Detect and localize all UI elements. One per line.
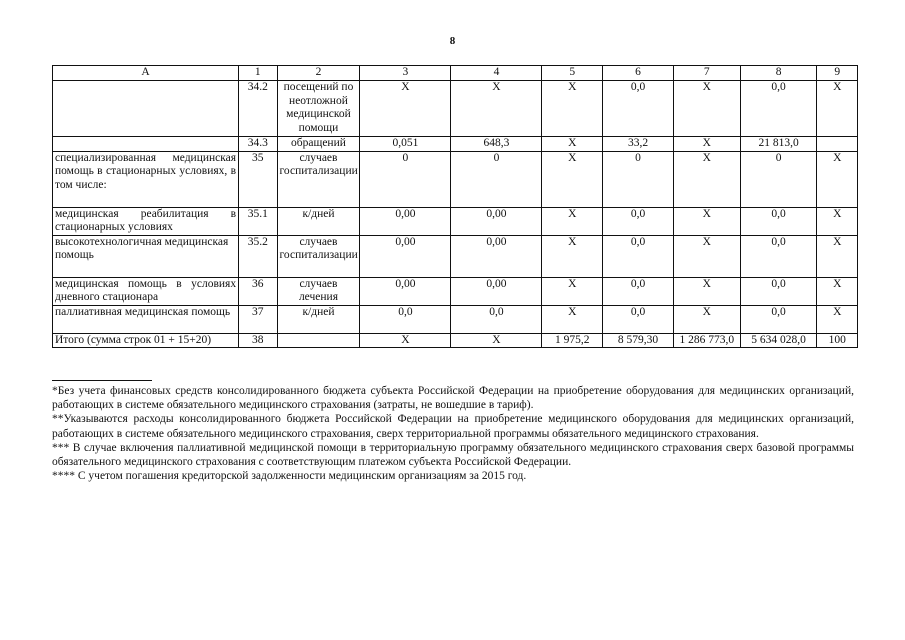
cell-c4: X bbox=[451, 333, 542, 348]
cell-c9: X bbox=[817, 81, 858, 137]
cell-c5: X bbox=[542, 277, 603, 305]
row-code: 35.1 bbox=[239, 207, 277, 235]
footnote-4: **** С учетом погашения кредиторской задолженности медицинским организациям за 2015 год. bbox=[52, 470, 527, 483]
cell-c9: X bbox=[817, 277, 858, 305]
cell-c8: 21 813,0 bbox=[740, 137, 817, 152]
cell-c8: 0,0 bbox=[740, 277, 817, 305]
table-row-total bbox=[53, 333, 858, 348]
row-unit: к/дней bbox=[277, 305, 360, 333]
row-name: медицинская реабилитация в стационарных условиях bbox=[53, 207, 239, 235]
col-header-a: А bbox=[53, 66, 239, 81]
col-header-5: 5 bbox=[542, 66, 603, 81]
cell-c3: 0,051 bbox=[360, 137, 451, 152]
row-name bbox=[53, 137, 239, 152]
table-row bbox=[53, 81, 858, 137]
col-header-1: 1 bbox=[239, 66, 277, 81]
col-header-9: 9 bbox=[817, 66, 858, 81]
row-unit: к/дней bbox=[277, 207, 360, 235]
cell-c3: 0,0 bbox=[360, 305, 451, 333]
row-code: 35 bbox=[239, 151, 277, 207]
table-row bbox=[53, 305, 858, 333]
table-row bbox=[53, 207, 858, 235]
cell-c4: 648,3 bbox=[451, 137, 542, 152]
cell-c8: 0,0 bbox=[740, 207, 817, 235]
cell-c5: X bbox=[542, 137, 603, 152]
cell-c6: 0 bbox=[603, 151, 674, 207]
table-row bbox=[53, 151, 858, 207]
cell-c8: 0 bbox=[740, 151, 817, 207]
table-row bbox=[53, 235, 858, 277]
cell-c7: 1 286 773,0 bbox=[673, 333, 740, 348]
col-header-3: 3 bbox=[360, 66, 451, 81]
col-header-4: 4 bbox=[451, 66, 542, 81]
footnote-1: *Без учета финансовых средств консолидированного бюджета субъекта Российской Федерации на приобретение оборудования для медицинских организаций, работающих в системе обязательного медицинского страхования (затраты, не вошедшие в тариф). bbox=[52, 385, 854, 412]
row-unit: случаев госпитализации bbox=[277, 151, 360, 207]
cell-c9: 100 bbox=[817, 333, 858, 348]
row-unit: посещений по неотложной медицинской помощи bbox=[277, 81, 360, 137]
row-name: высокотехнологичная медицинская помощь bbox=[53, 235, 239, 277]
cell-c3: X bbox=[360, 81, 451, 137]
cell-c7: X bbox=[673, 137, 740, 152]
row-code: 34.2 bbox=[239, 81, 277, 137]
footnotes bbox=[52, 380, 854, 483]
cell-c9: X bbox=[817, 235, 858, 277]
cell-c7: X bbox=[673, 207, 740, 235]
header-row bbox=[53, 66, 858, 81]
row-code: 34.3 bbox=[239, 137, 277, 152]
row-unit: обращений bbox=[277, 137, 360, 152]
cell-c4: 0,00 bbox=[451, 277, 542, 305]
cell-c5: X bbox=[542, 235, 603, 277]
row-name: специализированная медицинская помощь в стационарных условиях, в том числе: bbox=[53, 151, 239, 207]
cell-c3: 0,00 bbox=[360, 277, 451, 305]
cell-c4: 0 bbox=[451, 151, 542, 207]
row-unit: случаев госпитализации bbox=[277, 235, 360, 277]
cell-c6: 33,2 bbox=[603, 137, 674, 152]
row-unit: случаев лечения bbox=[277, 277, 360, 305]
cell-c5: 1 975,2 bbox=[542, 333, 603, 348]
cell-c4: 0,00 bbox=[451, 235, 542, 277]
cell-c9 bbox=[817, 137, 858, 152]
col-header-7: 7 bbox=[673, 66, 740, 81]
cell-c6: 0,0 bbox=[603, 277, 674, 305]
cell-c6: 8 579,30 bbox=[603, 333, 674, 348]
data-table bbox=[52, 65, 858, 348]
row-name: медицинская помощь в условиях дневного стационара bbox=[53, 277, 239, 305]
footnote-3: *** В случае включения паллиативной медицинской помощи в территориальную программу обязательного медицинского страхования сверх базовой программы обязательного медицинского страхования с соответствующим платежом субъекта Российской Федерации. bbox=[52, 441, 854, 469]
cell-c7: X bbox=[673, 235, 740, 277]
cell-c8: 0,0 bbox=[740, 235, 817, 277]
page-number: 8 bbox=[449, 35, 456, 47]
cell-c7: X bbox=[673, 277, 740, 305]
row-unit bbox=[277, 333, 360, 348]
cell-c3: 0,00 bbox=[360, 207, 451, 235]
cell-c7: X bbox=[673, 81, 740, 137]
cell-c4: 0,00 bbox=[451, 207, 542, 235]
row-code: 36 bbox=[239, 277, 277, 305]
cell-c9: X bbox=[817, 207, 858, 235]
table-row bbox=[53, 137, 858, 152]
table-row bbox=[53, 277, 858, 305]
footnote-divider bbox=[52, 380, 152, 381]
col-header-8: 8 bbox=[740, 66, 817, 81]
cell-c6: 0,0 bbox=[603, 81, 674, 137]
cell-c4: X bbox=[451, 81, 542, 137]
cell-c3: X bbox=[360, 333, 451, 348]
cell-c3: 0,00 bbox=[360, 235, 451, 277]
row-code: 37 bbox=[239, 305, 277, 333]
cell-c7: X bbox=[673, 151, 740, 207]
row-name: Итого (сумма строк 01 + 15+20) bbox=[53, 333, 239, 348]
cell-c9: X bbox=[817, 151, 858, 207]
cell-c5: X bbox=[542, 305, 603, 333]
cell-c8: 0,0 bbox=[740, 305, 817, 333]
cell-c7: X bbox=[673, 305, 740, 333]
cell-c6: 0,0 bbox=[603, 305, 674, 333]
cell-c4: 0,0 bbox=[451, 305, 542, 333]
footnote-2: **Указываются расходы консолидированного бюджета Российской Федерации на приобретение медицинского оборудования для медицинских организаций, работающих в системе обязательного медицинского страхования, сверх территориальной программы обязательного медицинского страхования. bbox=[52, 413, 854, 440]
row-name: паллиативная медицинская помощь bbox=[53, 305, 239, 333]
cell-c8: 0,0 bbox=[740, 81, 817, 137]
cell-c5: X bbox=[542, 207, 603, 235]
cell-c6: 0,0 bbox=[603, 207, 674, 235]
row-name bbox=[53, 81, 239, 137]
col-header-6: 6 bbox=[603, 66, 674, 81]
row-code: 35.2 bbox=[239, 235, 277, 277]
row-code: 38 bbox=[239, 333, 277, 348]
col-header-2: 2 bbox=[277, 66, 360, 81]
cell-c9: X bbox=[817, 305, 858, 333]
cell-c6: 0,0 bbox=[603, 235, 674, 277]
cell-c5: X bbox=[542, 151, 603, 207]
cell-c5: X bbox=[542, 81, 603, 137]
cell-c3: 0 bbox=[360, 151, 451, 207]
cell-c8: 5 634 028,0 bbox=[740, 333, 817, 348]
